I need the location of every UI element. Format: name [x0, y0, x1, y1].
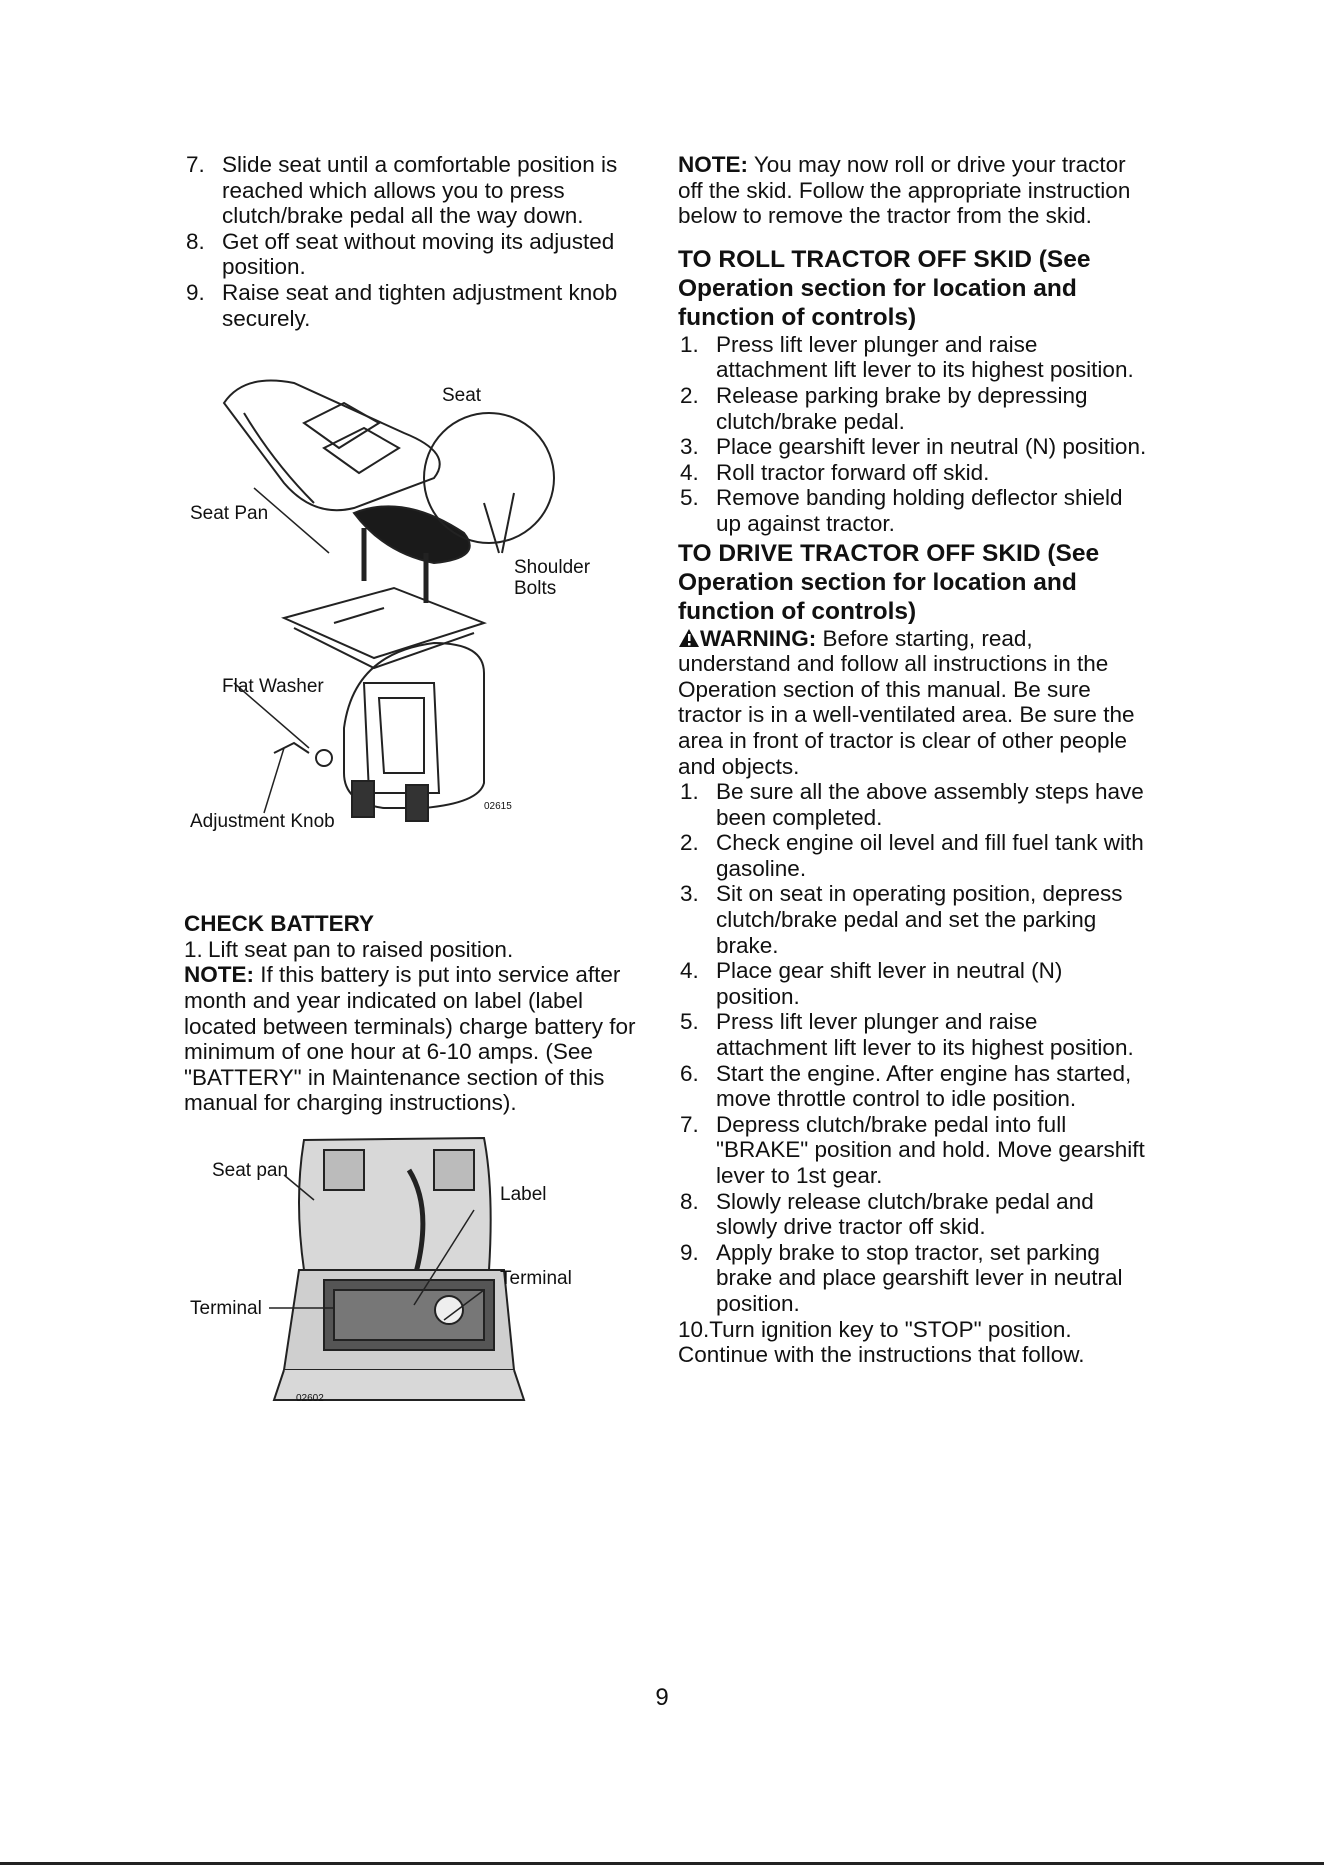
step-ten: 10.Turn ignition key to "STOP" position. — [678, 1316, 1072, 1342]
drive-tractor-heading: TO DRIVE TRACTOR OFF SKID (See Operation section for location and function of controls) — [678, 539, 1100, 625]
roll-tractor-steps — [678, 332, 1148, 537]
list-item: 4. Roll tractor forward off skid. — [680, 459, 990, 485]
continue-text: Continue with the instructions that follow. — [678, 1342, 1085, 1368]
list-item: 9. Apply brake to stop tractor, set parking brake and place gearshift lever in neutral position. — [680, 1239, 1123, 1316]
list-item: 3. Sit on seat in operating position, depress clutch/brake pedal and set the parking brake. — [680, 881, 1123, 958]
battery-figure — [184, 1130, 654, 1430]
bottom-rule — [0, 1862, 1324, 1865]
label-adjustment-knob: Adjustment Knob — [190, 811, 335, 833]
label-seat-pan-battery: Seat pan — [212, 1159, 289, 1181]
label-label: Label — [500, 1183, 547, 1205]
roll-tractor-heading: TO ROLL TRACTOR OFF SKID (See Operation section for location and function of controls) — [678, 245, 1091, 331]
warning-paragraph: WARNING: Before starting, read, understand and follow all instructions in the Operation section of this manual. Be sure tractor is in a well-ventilated area. Be sure the area in front of tractor is clear of other people and objects. — [678, 625, 1135, 779]
list-item: 5. Press lift lever plunger and raise attachment lift lever to its highest position. — [680, 1009, 1134, 1061]
label-flat-washer: Flat Washer — [222, 676, 324, 698]
label-seat: Seat — [442, 385, 482, 407]
list-item: 1. Press lift lever plunger and raise attachment lift lever to its highest position. — [680, 331, 1134, 383]
skid-note: NOTE: You may now roll or drive your tractor off the skid. Follow the appropriate instruction below to remove the tractor from the skid. — [678, 152, 1131, 229]
list-item: 3. Place gearshift lever in neutral (N) position. — [680, 434, 1147, 460]
list-item: 1. Be sure all the above assembly steps have been completed. — [680, 779, 1144, 830]
check-battery-heading: CHECK BATTERY — [184, 911, 374, 937]
warning-icon — [678, 628, 700, 648]
page-number: 9 — [655, 1684, 669, 1711]
list-item: 2. Release parking brake by depressing clutch/brake pedal. — [680, 382, 1088, 434]
list-item: 7. Slide seat until a comfortable position is reached which allows you to press clutch/brake pedal all the way down. — [186, 152, 618, 229]
label-terminal-right: Terminal — [500, 1267, 572, 1289]
drive-tractor-steps — [678, 779, 1148, 1316]
list-item: 6. Start the engine. After engine has started, move throttle control to idle position. — [680, 1060, 1132, 1112]
list-item: 1. Lift seat pan to raised position. — [184, 936, 514, 962]
list-item: 7. Depress clutch/brake pedal into full "BRAKE" position and hold. Move gearshift lever to 1st gear. — [680, 1111, 1145, 1188]
list-item: 9. Raise seat and tighten adjustment knob securely. — [186, 279, 618, 331]
list-item: 4. Place gear shift lever in neutral (N) position. — [680, 958, 1063, 1009]
list-item: 5. Remove banding holding deflector shield up against tractor. — [680, 485, 1123, 536]
figure-code: 02602 — [296, 1392, 324, 1404]
list-item: 8. Get off seat without moving its adjusted position. — [186, 228, 615, 280]
list-item: 2. Check engine oil level and fill fuel tank with gasoline. — [680, 830, 1144, 881]
label-terminal-left: Terminal — [190, 1297, 262, 1319]
list-item: 8. Slowly release clutch/brake pedal and slowly drive tractor off skid. — [680, 1188, 1094, 1240]
figure-code: 02615 — [484, 801, 512, 813]
label-shoulder-bolts: Shoulder Bolts — [514, 557, 591, 600]
seat-adjust-steps — [184, 152, 654, 331]
left-column — [184, 152, 654, 1430]
check-battery-steps — [184, 937, 654, 963]
right-column — [678, 152, 1148, 1368]
seat-installation-figure — [184, 353, 654, 893]
label-seat-pan: Seat Pan — [190, 503, 269, 525]
battery-note: NOTE: If this battery is put into service after month and year indicated on label (label located between terminals) charge battery for minimum of one hour at 6-10 amps. (See "BATTERY" in Maintenance section of this manual for charging instructions). — [184, 962, 636, 1116]
